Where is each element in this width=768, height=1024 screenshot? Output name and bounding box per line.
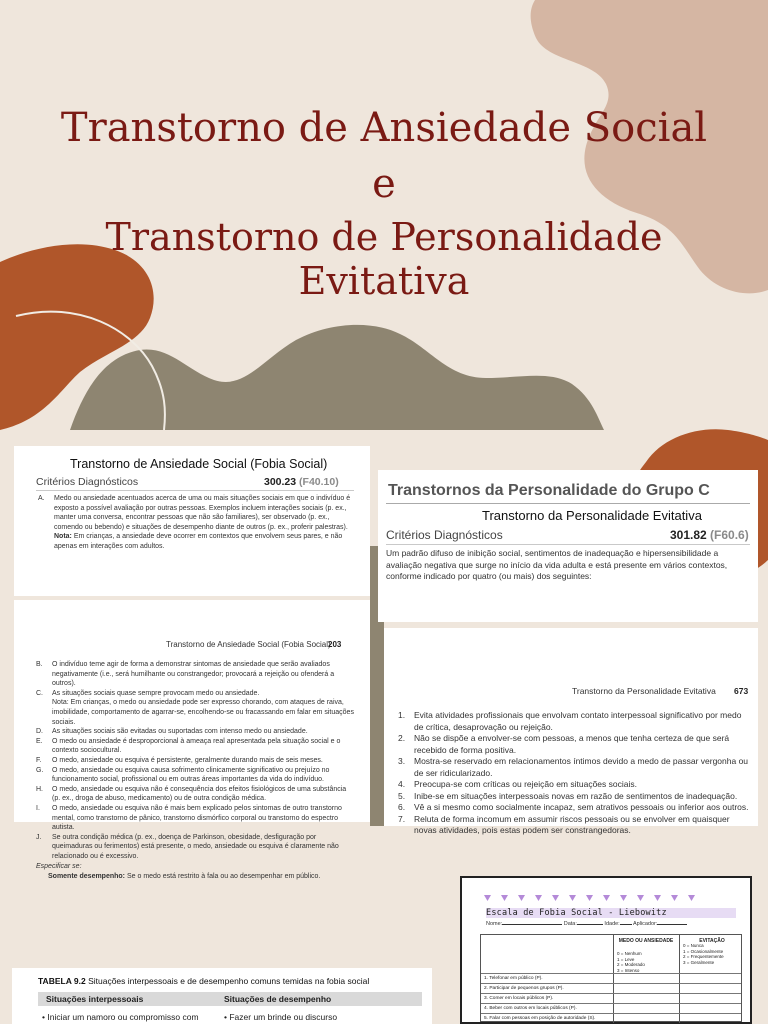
- triangle-icon: [501, 895, 508, 901]
- scale-row-label: 4. Beber com outros em locais públicos (P).: [484, 1006, 577, 1011]
- scale-row: [481, 993, 741, 1003]
- divider: [36, 490, 354, 491]
- card-heading: Transtorno de Ansiedade Social (Fobia Social): [70, 457, 328, 471]
- taupe-hill-shape: [70, 325, 604, 430]
- note-text: Em crianças, a ansiedade deve ocorrer em contextos que envolvem seus pares, e não apenas em interações com adultos.: [54, 533, 343, 550]
- criterion-label: F.: [36, 756, 42, 764]
- triangle-icon: [586, 895, 593, 901]
- scale-level: 3 = Geralmente: [683, 959, 715, 965]
- criteria-label: Critérios Diagnósticos: [36, 476, 139, 488]
- criterion-text: O medo, ansiedade ou esquiva não é mais bem explicado pelos sintomas de outro transtorno mental, como transtorno de pânico, transtorno dismórfico corporal ou transtorno do espectro autista.: [52, 804, 342, 832]
- diagnostic-code: [264, 476, 339, 488]
- criterion-label: 5.: [398, 790, 406, 801]
- decorative-triangle-row: [484, 894, 704, 904]
- table-cell: [224, 1012, 337, 1022]
- criterion-text: As situações sociais quase sempre provocam medo ou ansiedade.: [52, 689, 260, 697]
- criterion-label: 3.: [398, 756, 406, 766]
- specify-label: Especificar se:: [36, 863, 82, 871]
- column-header-avoidance: EVITAÇÃO: [699, 938, 725, 944]
- criterion-item: [36, 660, 354, 689]
- code-number: 301.82: [670, 528, 707, 542]
- scale-row: [481, 1013, 741, 1023]
- criteria-list: [36, 660, 354, 861]
- criterion-item: [398, 710, 750, 733]
- criterion-label: 4.: [398, 779, 406, 789]
- criterion-label: H.: [36, 785, 43, 793]
- criterion-text: Medo ou ansiedade acentuados acerca de uma ou mais situações sociais em que o indivíduo é exposto a possível avaliação por outras pessoas. Exemplos incluem interações sociais (p. ex., manter uma conversa, encontrar pessoas que não são familiares), ser observado (p. ex., comendo ou bebendo) e situações de desempenho diante de outros (p. ex., proferir palestras).: [54, 495, 351, 531]
- triangle-icon: [637, 895, 644, 901]
- criterion-item: [36, 785, 354, 804]
- table-cell: [42, 1012, 199, 1022]
- bullet-icon: •: [224, 1012, 227, 1022]
- criterion-text: Se outra condição médica (p. ex., doença de Parkinson, obesidade, desfiguração por queimaduras ou ferimentos) está presente, o medo, ansiedade ou esquiva é claramente não relacionado ou é excessivo.: [52, 833, 339, 860]
- group-title: Transtornos da Personalidade do Grupo C: [388, 482, 710, 499]
- bullet-icon: •: [42, 1012, 45, 1022]
- field-age-label: Idade:: [604, 921, 620, 927]
- avoidant-personality-criteria-list-card: [384, 628, 758, 835]
- form-fields: [486, 921, 742, 927]
- scale-level: 2 = Moderado: [617, 962, 645, 967]
- triangle-icon: [688, 895, 695, 901]
- scale-row: [481, 1003, 741, 1013]
- avoidance-scale-legend: [683, 943, 724, 965]
- criterion-text: O medo, ansiedade ou esquiva é persistente, geralmente durando mais de seis meses.: [52, 756, 323, 764]
- scale-row-label: 3. Comer em locais públicos (P).: [484, 996, 554, 1001]
- cell-text: Fazer um brinde ou discurso: [229, 1012, 338, 1022]
- criteria-label: Critérios Diagnósticos: [386, 528, 503, 542]
- scale-row-label: 2. Participar de pequenos grupos (P).: [484, 986, 564, 991]
- criteria-1-to-7: [398, 710, 750, 837]
- column-header-interpersonal: Situações interpessoais: [46, 994, 144, 1004]
- criterion-label: I.: [36, 804, 40, 812]
- criterion-text: Preocupa-se com críticas ou rejeição em situações sociais.: [414, 779, 637, 789]
- scale-table: [480, 934, 742, 1022]
- page-number: 203: [328, 640, 342, 649]
- triangle-icon: [603, 895, 610, 901]
- scale-level: 2 = Frequentemente: [683, 954, 724, 959]
- criterion-text: Vê a si mesmo como socialmente incapaz, sem atrativos pessoais ou inferior aos outros.: [414, 802, 749, 812]
- divider: [386, 503, 750, 504]
- criterion-item: [398, 802, 750, 814]
- scale-rows: [481, 973, 741, 1023]
- scale-row-label: 1. Telefonar em público (P).: [484, 976, 543, 981]
- diagnostic-code: [670, 528, 749, 542]
- triangle-icon: [552, 895, 559, 901]
- criterion-text: Reluta de forma incomum em assumir riscos pessoais ou se envolver em quaisquer novas atividades, pois estas podem ser constrangedoras.: [414, 813, 730, 835]
- social-anxiety-criteria-card: [14, 446, 370, 596]
- criterion-label: J.: [36, 833, 42, 841]
- criterion-label: B.: [36, 661, 43, 668]
- criterion-text: As situações sociais são evitadas ou suportadas com intenso medo ou ansiedade.: [52, 728, 308, 736]
- table-9-2-card: [12, 968, 432, 1024]
- divider: [386, 544, 750, 545]
- criterion-text: O medo ou ansiedade é desproporcional à ameaça real apresentada pela situação social e o contexto sociocultural.: [52, 737, 341, 755]
- running-head: Transtorno da Personalidade Evitativa: [572, 686, 716, 696]
- note-label: Nota:: [54, 533, 72, 541]
- scale-level: 1 = Ocasionalmente: [683, 948, 724, 954]
- criteria-list: [38, 494, 356, 532]
- scale-level: 0 = Nenhum: [617, 951, 642, 956]
- card-heading: Transtorno da Personalidade Evitativa: [482, 508, 702, 523]
- triangle-icon: [654, 895, 661, 901]
- triangle-icon: [535, 895, 542, 901]
- field-age-line[interactable]: [620, 924, 632, 925]
- liebowitz-scale-card: [460, 876, 752, 1024]
- title-line-1: Transtorno de Ansiedade Social: [60, 105, 708, 151]
- page-number: 673: [734, 686, 749, 696]
- criterion-item: [36, 804, 354, 833]
- avoidant-personality-criteria-card: [378, 470, 758, 622]
- code-icd: (F60.6): [710, 528, 749, 542]
- scale-level: 3 = Intenso: [617, 967, 640, 973]
- criterion-label: A.: [38, 495, 45, 502]
- code-icd: (F40.10): [299, 476, 339, 488]
- criterion-item: [36, 727, 354, 737]
- field-name-line[interactable]: [502, 924, 562, 925]
- triangle-icon: [569, 895, 576, 901]
- criterion-text: O indivíduo teme agir de forma a demonstrar sintomas de ansiedade que serão avaliados negativamente (i.e., será humilhante ou constrangedor; provocará a rejeição ou ofenderá a outros).: [52, 661, 335, 688]
- column-header-fear: MEDO OU ANSIEDADE: [618, 938, 674, 944]
- table-title-text: Situações interpessoais e de desempenho comuns temidas na fobia social: [88, 976, 370, 986]
- note: [38, 532, 356, 551]
- criterion-item: [398, 791, 750, 803]
- scale-row-label: 5. Falar com pessoas em posição de autoridade (S).: [484, 1016, 596, 1021]
- title-line-2: e: [372, 161, 396, 207]
- table-number: TABELA 9.2: [38, 976, 86, 986]
- criterion-label: 1.: [398, 710, 406, 720]
- field-applicator-line[interactable]: [657, 924, 687, 925]
- criterion-item: [398, 779, 750, 791]
- criterion-label: 2.: [398, 733, 406, 743]
- criterion-item: [398, 814, 750, 837]
- table-title: [38, 976, 369, 986]
- table-header: [38, 992, 422, 1006]
- criterion-item: [398, 756, 750, 779]
- scale-row: [481, 973, 741, 983]
- criterion-label: 7.: [398, 813, 406, 824]
- criterion-text: Nota: Em crianças, o medo ou ansiedade pode ser expresso chorando, com ataques de raiva, imobilidade, comportamento de agarrar-se, encolhendo-se ou fracassando em falar em situações sociais.: [52, 699, 354, 726]
- criterion-text: O medo, ansiedade ou esquiva causa sofrimento clinicamente significativo ou prejuízo no funcionamento social, profissional ou em outras áreas importantes da vida do indivíduo.: [52, 766, 330, 784]
- column-header-performance: Situações de desempenho: [224, 994, 332, 1004]
- criterion-label: D.: [36, 728, 43, 736]
- running-head: Transtorno de Ansiedade Social (Fobia Social): [166, 640, 331, 649]
- criteria-b-to-j: [36, 660, 354, 882]
- field-name-label: Nome:: [486, 921, 503, 927]
- intro-paragraph: Um padrão difuso de inibição social, sentimentos de inadequação e hipersensibilidade a avaliação negativa que surge no início da vida adulta e está presente em vários contextos, conforme indicado por quatro (ou mais) dos seguintes:: [386, 548, 728, 581]
- scale-level: 0 = Nunca: [683, 943, 704, 948]
- criterion-item: [36, 833, 354, 862]
- criterion-item: [398, 733, 750, 756]
- criterion-item: [36, 698, 354, 727]
- criterion-text: Mostra-se reservado em relacionamentos íntimos devido a medo de passar vergonha ou de ser ridicularizado.: [414, 756, 749, 778]
- criterion-a: [38, 494, 356, 552]
- code-number: 300.23: [264, 476, 297, 488]
- criterion-text: Inibe-se em situações interpessoais novas em razão de sentimentos de inadequação.: [414, 790, 738, 801]
- specifier-label: Somente desempenho:: [48, 873, 126, 881]
- scale-title: Escala de Fobia Social - Liebowitz: [486, 908, 667, 918]
- triangle-icon: [671, 895, 678, 901]
- scale-row: [481, 983, 741, 993]
- criterion-item: [36, 756, 354, 766]
- field-date-label: Data:: [563, 921, 577, 927]
- criterion-item: [36, 689, 354, 699]
- title-line-3: Transtorno de Personalidade: [105, 215, 663, 259]
- criterion-item: [36, 737, 354, 756]
- criterion-label: E.: [36, 737, 43, 745]
- criterion-label: C.: [36, 689, 43, 697]
- criterion-text: Não se dispõe a envolver-se com pessoas, a menos que tenha certeza de que será recebido de forma positiva.: [414, 733, 730, 755]
- fear-scale-legend: [617, 951, 645, 973]
- criterion-item: [36, 766, 354, 785]
- criterion-item: [38, 494, 356, 532]
- triangle-icon: [518, 895, 525, 901]
- field-applicator-label: Aplicador:: [632, 921, 658, 927]
- criterion-text: O medo, ansiedade ou esquiva não é consequência dos efeitos fisiológicos de uma substância (p. ex., droga de abuso, medicamento) ou de outra condição médica.: [52, 785, 347, 803]
- scale-level: 1 = Leve: [617, 956, 635, 962]
- specifier-text: Se o medo está restrito à fala ou ao desempenhar em público.: [126, 873, 321, 881]
- specifier: [36, 872, 354, 882]
- cell-text: Iniciar um namoro ou compromisso com: [47, 1012, 199, 1022]
- criteria-list: [398, 710, 750, 837]
- triangle-icon: [484, 895, 491, 901]
- social-anxiety-criteria-continued-card: [14, 600, 370, 881]
- field-date-line[interactable]: [577, 924, 603, 925]
- title-line-4: Evitativa: [298, 259, 470, 303]
- criterion-label: 6.: [398, 802, 406, 812]
- triangle-icon: [620, 895, 627, 901]
- criterion-label: G.: [36, 766, 44, 774]
- criterion-text: Evita atividades profissionais que envolvam contato interpessoal significativo por medo de crítica, desaprovação ou rejeição.: [414, 710, 742, 732]
